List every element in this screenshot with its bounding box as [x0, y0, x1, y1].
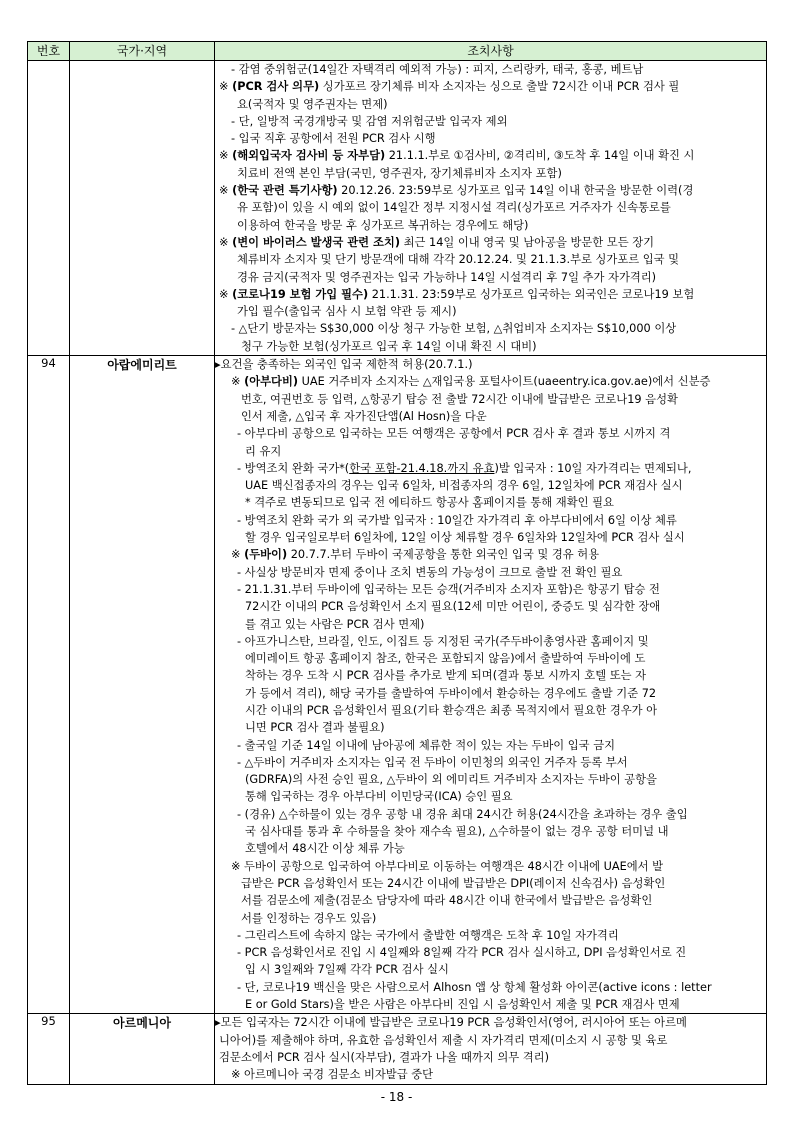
bold-heading: (두바이)	[244, 548, 288, 562]
text-line	[215, 979, 766, 996]
text-span: ※	[231, 375, 245, 389]
text-line	[215, 443, 766, 460]
table-row-94	[28, 356, 767, 1014]
text-line	[215, 546, 766, 563]
country-name-uae: 아랍에미리트	[70, 356, 215, 1014]
text-span: 리 유지	[245, 444, 282, 458]
text-line	[215, 199, 766, 216]
text-line	[215, 286, 766, 303]
country-name-armenia: 아르메니아	[70, 1014, 215, 1084]
text-line	[215, 320, 766, 337]
text-span: 국 심사대를 통과 후 수하물을 찾아 재수속 필요), △수하물이 없는 경우 공항 터미널 내	[245, 825, 669, 839]
text-line	[215, 858, 766, 875]
text-line	[215, 667, 766, 684]
text-line	[215, 944, 766, 961]
continuation-number-cell	[28, 61, 70, 356]
text-span: UAE 거주비자 소지자는 △재입국용 포털사이트(uaeentry.ica.gov.ae)에서 신분증	[298, 375, 711, 389]
text-span: - 입국 직후 공항에서 전원 PCR 검사 시행	[231, 132, 436, 146]
text-line	[215, 927, 766, 944]
text-span: ※	[219, 287, 233, 301]
text-line	[215, 650, 766, 667]
text-line	[215, 303, 766, 320]
text-line	[215, 408, 766, 425]
text-span: - 그린리스트에 속하지 않는 국가에서 출발한 여행객은 도착 후 10일 자가격리	[237, 928, 619, 942]
bold-heading: (PCR 검사 의무)	[232, 80, 320, 94]
text-line	[215, 598, 766, 615]
text-span: 시간 이내의 PCR 음성확인서 필요(기타 환승객은 최종 목적지에서 필요한 경우가 아	[245, 703, 658, 717]
text-line	[215, 719, 766, 736]
text-span: 번호, 여권번호 등 입력, △항공기 탑승 전 출발 72시간 이내에 발급받은 코로나19 음성확	[241, 392, 678, 406]
measures-cell-armenia	[215, 1014, 767, 1084]
text-line	[215, 737, 766, 754]
text-line	[215, 61, 766, 78]
text-span: - 방역조치 완화 국가 외 국가발 입국자 : 10일간 자가격리 후 아부다비에서 6일 이상 체류	[237, 513, 677, 527]
text-span: 20.7.7.부터 두바이 국제공항을 통한 외국인 입국 및 경유 허용	[287, 548, 600, 562]
text-span: ※	[219, 235, 233, 249]
text-line	[215, 1066, 766, 1083]
text-line	[215, 564, 766, 581]
text-span: 호텔에서 48시간 이상 체류 가능	[245, 842, 405, 856]
text-span: 를 겪고 있는 사람은 PCR 검사 면제)	[245, 617, 425, 631]
text-span: - PCR 음성확인서로 진입 시 4일째와 8일째 각각 PCR 검사 실시하고, DPI 음성확인서로 진	[237, 946, 687, 960]
text-line	[215, 96, 766, 113]
text-span: * 격주로 변동되므로 입국 전 에티하드 항공사 홈페이지를 통해 재확인 필요	[245, 496, 614, 510]
page-number: - 18 -	[380, 1090, 413, 1104]
text-line	[215, 754, 766, 771]
text-line	[215, 806, 766, 823]
continuation-measures-cell	[215, 61, 767, 356]
text-span: ※	[219, 149, 233, 163]
text-line	[215, 1049, 766, 1066]
text-line	[215, 892, 766, 909]
text-line	[215, 616, 766, 633]
text-span: 착하는 경우 도착 시 PCR 검사를 추가로 받게 되며(결과 통보 시까지 호텔 또는 자	[245, 669, 647, 683]
table-row-95	[28, 1014, 767, 1084]
text-span: 싱가포르 장기체류 비자 소지자는 싱으로 출발 72시간 이내 PCR 검사 필	[319, 80, 680, 94]
bold-heading: (해외입국자 검사비 등 자부담)	[232, 149, 386, 163]
text-line	[215, 875, 766, 892]
text-span: ▸요건을 충족하는 외국인 입국 제한적 허용(20.7.1.)	[215, 358, 473, 372]
row94-lines	[215, 356, 766, 1013]
text-line	[215, 130, 766, 147]
text-span: - △두바이 거주비자 소지자는 입국 전 두바이 이민청의 외국인 거주자 등록 부서	[237, 755, 628, 769]
text-span: - 아프가니스탄, 브라질, 인도, 이집트 등 지정된 국가(주두바이총영사관 홈페이지 및	[237, 634, 649, 648]
text-span: 니아어)를 제출해야 하며, 유효한 음성확인서 제출 시 자가격리 면제(미소지 시 공항 및 육로	[219, 1033, 668, 1047]
text-line	[215, 771, 766, 788]
text-line	[215, 961, 766, 978]
text-span: 에미레이트 항공 홈페이지 참조, 한국은 포함되지 않음)에서 출발하여 두바이에 도	[245, 652, 646, 666]
header-measures: 조치사항	[215, 42, 767, 61]
text-line	[215, 338, 766, 355]
text-line	[215, 910, 766, 927]
text-line	[215, 78, 766, 95]
text-span: 검문소에서 PCR 검사 실시(자부담), 결과가 나올 때까지 의무 격리)	[219, 1050, 549, 1064]
text-line	[215, 512, 766, 529]
text-line	[215, 165, 766, 182]
text-span: ※	[219, 80, 233, 94]
text-span: - 감염 중위험군(14일간 자택격리 예외적 가능) : 피지, 스리랑카, 태국, 홍콩, 베트남	[231, 63, 644, 76]
text-span: - (경유) △수하물이 있는 경우 공항 내 경유 최대 24시간 허용(24시간을 초과하는 경우 출입	[237, 807, 688, 821]
text-span: - 단, 일방적 국경개방국 및 감염 저위험군발 입국자 제외	[231, 114, 508, 128]
text-line	[215, 788, 766, 805]
text-line	[215, 840, 766, 857]
text-line	[215, 581, 766, 598]
text-span: ※ 아르메니아 국경 검문소 비자발급 중단	[231, 1068, 434, 1082]
text-line	[215, 1014, 766, 1031]
text-line	[215, 373, 766, 390]
text-line	[215, 251, 766, 268]
bold-heading: (한국 관련 특기사항)	[232, 184, 338, 198]
header-number: 번호	[28, 42, 70, 61]
text-line	[215, 529, 766, 546]
text-span: ※	[219, 184, 233, 198]
text-line	[215, 460, 766, 477]
text-span: 경유 금지(국적자 및 영주권자는 입국 가능하나 14일 시설격리 후 7일 추가 자가격리)	[237, 270, 657, 284]
text-span: - 21.1.31.부터 두바이에 입국하는 모든 승객(거주비자 소지자 포함)은 항공기 탑승 전	[237, 582, 660, 596]
text-span: )발 입국자 : 10일 자가격리는 면제되나,	[494, 461, 692, 475]
text-span: - 출국일 기준 14일 이내에 남아공에 체류한 적이 있는 자는 두바이 입국 금지	[237, 738, 616, 752]
text-line	[215, 234, 766, 251]
measures-cell-uae	[215, 356, 767, 1014]
text-span: 니면 PCR 검사 결과 불필요)	[245, 721, 385, 735]
text-span: 서를 검문소에 제출(검문소 담당자에 따라 48시간 이내 한국에서 발급받은 음성확인	[241, 894, 653, 908]
text-span: E or Gold Stars)을 받은 사람은 아부다비 진입 시 음성확인서 제출 및 PCR 재검사 면제	[245, 998, 680, 1012]
text-span: ※	[231, 548, 245, 562]
text-line	[215, 477, 766, 494]
text-line	[215, 182, 766, 199]
text-line	[215, 356, 766, 373]
table-header-row	[28, 42, 767, 61]
bold-heading: (코로나19 보험 가입 필수)	[232, 287, 369, 301]
text-span: 입 시 3일째와 7일째 각각 PCR 검사 실시	[245, 963, 449, 977]
table-row-continuation	[28, 61, 767, 356]
text-span: 급받은 PCR 음성확인서 또는 24시간 이내에 발급받은 DPI(레이저 신속검사) 음성확인	[241, 876, 666, 890]
text-span: - 아부다비 공항으로 입국하는 모든 여행객은 공항에서 PCR 검사 후 결과 통보 시까지 격	[237, 427, 671, 441]
text-line	[215, 425, 766, 442]
measures-table	[27, 41, 767, 1085]
text-span: - △단기 방문자는 S$30,000 이상 청구 가능한 보험, △취업비자 소지자는 S$10,000 이상	[231, 322, 677, 336]
text-span: - 방역조치 완화 국가*(	[237, 461, 350, 475]
header-country: 국가·지역	[70, 42, 215, 61]
text-line	[215, 113, 766, 130]
text-line	[215, 996, 766, 1013]
text-line	[215, 633, 766, 650]
text-line	[215, 147, 766, 164]
bold-heading: (변이 바이러스 발생국 관련 조치)	[232, 235, 400, 249]
text-span: (GDRFA)의 사전 승인 필요, △두바이 외 에미리트 거주비자 소지자는 두바이 공항을	[245, 773, 657, 787]
row-number-94: 94	[28, 356, 70, 1014]
text-line	[215, 217, 766, 234]
row95-lines	[215, 1014, 766, 1083]
text-span: 유 포함)이 있을 시 예외 없이 14일간 정부 지정시설 격리(싱가포르 거주자가 신속통로를	[237, 201, 671, 215]
text-span: 통해 입국하는 경우 아부다비 이민당국(ICA) 승인 필요	[245, 790, 513, 804]
underlined-text: 한국 포함-21.4.18.까지 유효	[349, 461, 495, 475]
text-span: 요(국적자 및 영주권자는 면제)	[237, 97, 388, 111]
text-line	[215, 685, 766, 702]
bold-heading: (아부다비)	[244, 375, 299, 389]
text-span: 21.1.1.부로 ①검사비, ②격리비, ③도착 후 14일 이내 확진 시	[385, 149, 695, 163]
text-line	[215, 823, 766, 840]
text-span: 20.12.26. 23:59부로 싱가포르 입국 14일 이내 한국을 방문한 이력(경	[337, 184, 694, 198]
text-span: 청구 가능한 보험(싱가포르 입국 후 14일 이내 확진 시 대비)	[241, 339, 537, 353]
text-span: 할 경우 입국일로부터 6일차에, 12일 이상 체류할 경우 6일차와 12일차에 PCR 검사 실시	[245, 531, 685, 545]
text-span: 체류비자 소지자 및 단기 방문객에 대해 각각 20.12.24. 및 21.1.3.부로 싱가포르 입국 및	[237, 253, 680, 267]
text-line	[215, 494, 766, 511]
text-line	[215, 391, 766, 408]
text-span: 21.1.31. 23:59부로 싱가포르 입국하는 외국인은 코로나19 보험	[368, 287, 695, 301]
text-span: 서를 인정하는 경우도 있음)	[241, 911, 377, 925]
row-number-95: 95	[28, 1014, 70, 1084]
text-span: 가입 필수(출입국 심사 시 보험 약관 등 제시)	[237, 305, 457, 319]
text-span: 인서 제출, △입국 후 자가진단앱(Al Hosn)을 다운	[241, 409, 487, 423]
text-span: 가 등에서 격리), 해당 국가를 출발하여 두바이에서 환승하는 경우에도 출발 기준 72	[245, 686, 657, 700]
text-line	[215, 269, 766, 286]
row0-lines	[215, 61, 766, 355]
text-span: UAE 백신접종자의 경우는 입국 6일차, 비접종자의 경우 6일, 12일차에 PCR 재검사 실시	[245, 479, 683, 493]
text-span: ▸모든 입국자는 72시간 이내에 발급받은 코로나19 PCR 음성확인서(영어, 러시아어 또는 아르메	[215, 1016, 687, 1030]
text-span: - 단, 코로나19 백신을 맞은 사람으로서 Alhosn 앱 상 항체 활성화 아이콘(active icons : letter	[237, 980, 712, 994]
text-span: 72시간 이내의 PCR 음성확인서 소지 필요(12세 미만 어린이, 중증도 및 심각한 장애	[245, 600, 661, 614]
text-span: ※ 두바이 공항으로 입국하여 아부다비로 이동하는 여행객은 48시간 이내에 UAE에서 발	[231, 859, 664, 873]
text-span: 최근 14일 이내 영국 및 남아공을 방문한 모든 장기	[400, 235, 655, 249]
text-span: - 사실상 방문비자 면제 중이나 조치 변동의 가능성이 크므로 출발 전 확인 필요	[237, 565, 623, 579]
text-span: 치료비 전액 본인 부담(국민, 영주권자, 장기체류비자 소지자 포함)	[237, 166, 562, 180]
continuation-country-cell	[70, 61, 215, 356]
text-line	[215, 702, 766, 719]
text-span: 이용하여 한국을 방문 후 싱가포르 복귀하는 경우에도 해당)	[237, 218, 529, 232]
text-line	[215, 1032, 766, 1049]
